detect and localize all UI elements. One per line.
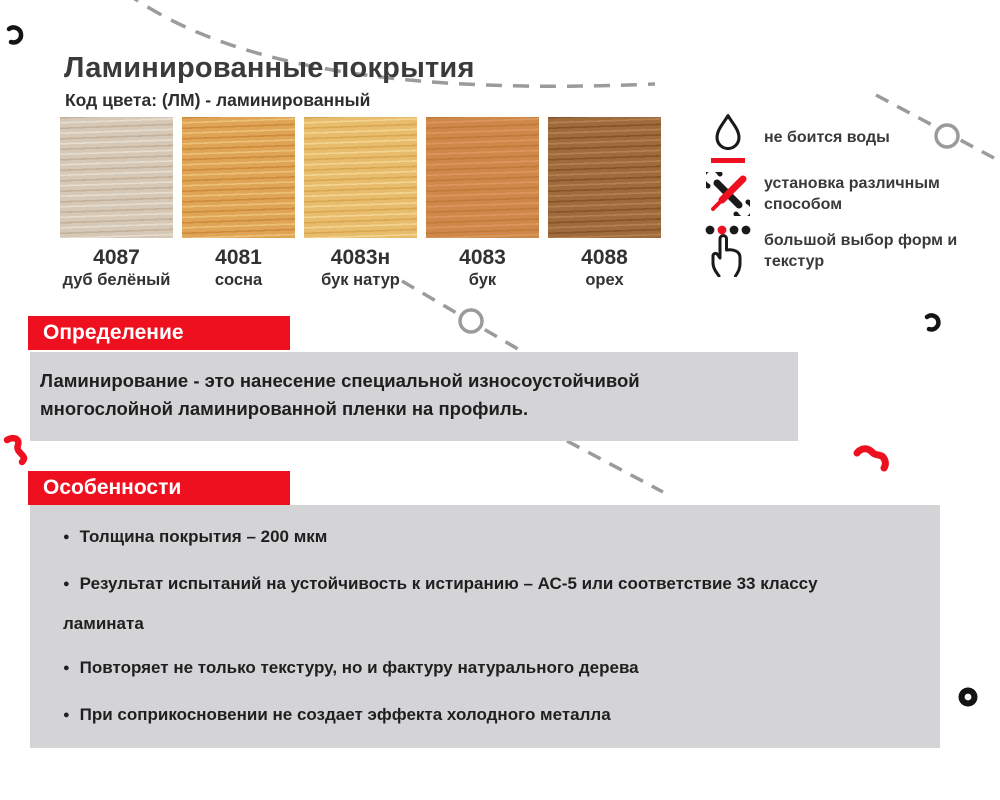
swatch-code: 4081 bbox=[215, 246, 262, 269]
benefits-legend bbox=[704, 112, 969, 277]
benefit-label: установка различным способом bbox=[764, 175, 940, 213]
features-heading-banner bbox=[28, 471, 290, 505]
benefit-choice bbox=[704, 225, 969, 277]
swatch-4083 bbox=[426, 117, 539, 290]
definition-heading-banner bbox=[28, 316, 290, 350]
swatch-name: бук bbox=[468, 271, 497, 289]
features-heading: Особенности bbox=[43, 476, 182, 499]
benefit-label: не боится воды bbox=[764, 129, 890, 146]
swatch-name: бук натур bbox=[321, 271, 400, 289]
swatch-code: 4083н bbox=[330, 246, 391, 269]
swatch-4081 bbox=[182, 117, 295, 290]
swatch-4087 bbox=[60, 117, 173, 290]
subtitle-suffix: - ламинированный bbox=[200, 90, 371, 110]
definition-box bbox=[30, 352, 798, 441]
definition-text: Ламинирование - это нанесение специальной износоустойчивой многослойной ламинированной пленки на профиль. bbox=[40, 370, 640, 419]
swatch-name: дуб белёный bbox=[62, 271, 171, 289]
swatch-code: 4087 bbox=[93, 246, 140, 269]
wood-swatch-image bbox=[60, 117, 173, 238]
benefit-label: большой выбор форм и текстур bbox=[764, 232, 958, 270]
feature-bullet: ● Толщина покрытия – 200 мкм bbox=[63, 518, 888, 558]
hand-pointer-icon bbox=[704, 225, 751, 277]
swatch-name: орех bbox=[585, 271, 624, 289]
subtitle-prefix: Код цвета: bbox=[65, 90, 162, 110]
feature-bullet: ● При соприкосновении не создает эффекта холодного металла bbox=[63, 696, 888, 736]
wood-swatch-image bbox=[182, 117, 295, 238]
features-bullet-list bbox=[63, 518, 888, 736]
wood-swatch-image bbox=[304, 117, 417, 238]
swatch-code: 4083 bbox=[459, 246, 506, 269]
page-title: Ламинированные покрытия bbox=[64, 52, 475, 84]
feature-bullet: ● Результат испытаний на устойчивость к истиранию – АС-5 или соответствие 33 классу ламината bbox=[63, 565, 888, 642]
wood-swatch-image bbox=[426, 117, 539, 238]
definition-heading: Определение bbox=[43, 321, 184, 344]
swatch-code: 4088 bbox=[581, 246, 628, 269]
red-underline bbox=[711, 158, 745, 163]
water-drop-icon bbox=[704, 112, 751, 163]
swatch-4083n bbox=[304, 117, 417, 290]
features-box bbox=[30, 505, 940, 748]
subtitle-code: (ЛМ) bbox=[161, 90, 201, 110]
crossed-tools-icon bbox=[704, 172, 751, 216]
feature-bullet: ● Повторяет не только текстуру, но и фактуру натурального дерева bbox=[63, 649, 888, 689]
wood-swatch-image bbox=[548, 117, 661, 238]
swatch-4088 bbox=[548, 117, 661, 290]
swatch-row bbox=[60, 117, 661, 290]
color-code-subtitle bbox=[65, 90, 370, 111]
swatch-name: сосна bbox=[214, 271, 263, 289]
benefit-installation bbox=[704, 172, 969, 216]
benefit-water bbox=[704, 112, 969, 163]
